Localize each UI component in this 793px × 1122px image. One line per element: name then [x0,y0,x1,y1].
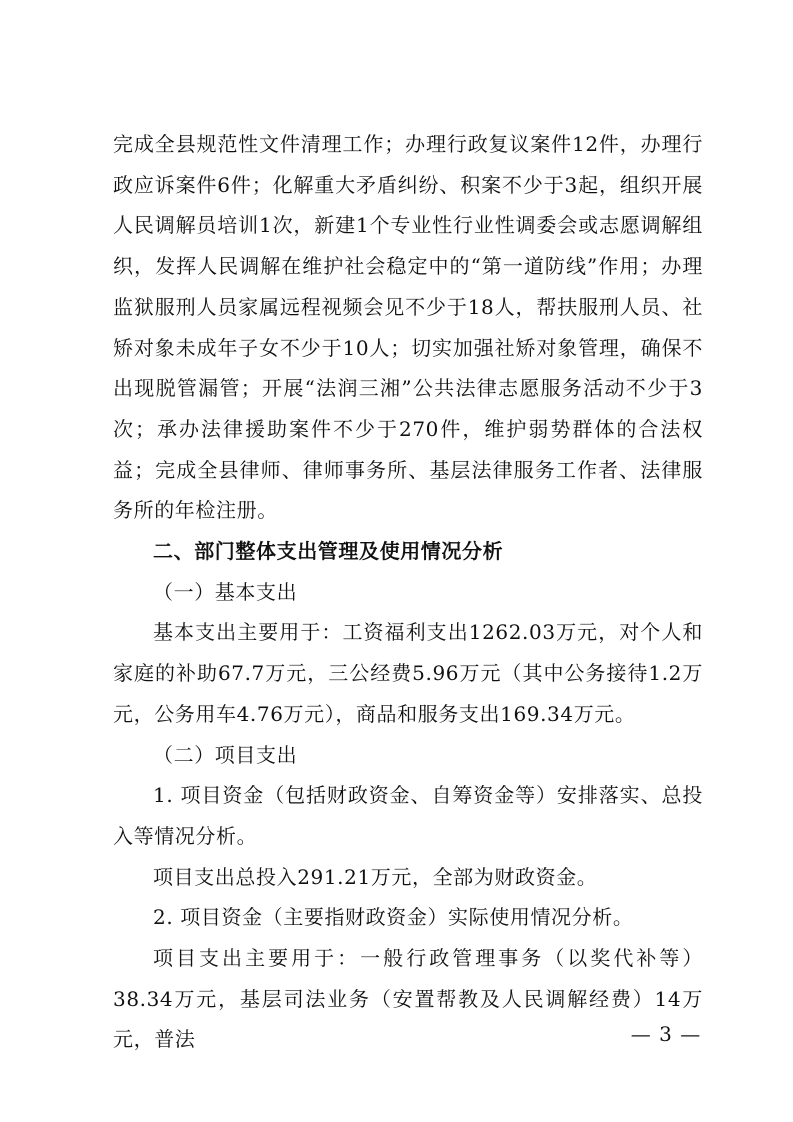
body-paragraph: 2. 项目资金（主要指财政资金）实际使用情况分析。 [153,905,634,930]
body-paragraph: 基本支出主要用于：工资福利支出1262.03万元，对个人和家庭的补助67.7万元，三公经费5.96万元（其中公务接待1.2万元，公务用车4.76万元），商品和服务支出169.34万元。 [113,620,703,726]
subsection-heading: （一）基本支出 [153,579,298,604]
page-number: — 3 — [630,1022,702,1046]
body-paragraph: 项目支出总投入291.21万元，全部为财政资金。 [153,864,598,889]
section-heading: 二、部门整体支出管理及使用情况分析 [153,539,504,564]
body-paragraph: 项目支出主要用于：一般行政管理事务（以奖代补等）38.34万元，基层司法业务（安置帮教及人民调解经费）14万元，普法 [113,946,703,1052]
document-body [113,124,703,1060]
body-paragraph: 完成全县规范性文件清理工作；办理行政复议案件12件，办理行政应诉案件6件；化解重大矛盾纠纷、积案不少于3起，组织开展人民调解员培训1次，新建1个专业性行业性调委会或志愿调解组织，发挥人民调解在维护社会稳定中的“第一道防线”作用；办理监狱服刑人员家属远程视频会见不少于18人，帮扶服刑人员、社矫对象未成年子女不少于10人；切实加强社矫对象管理，确保不出现脱管漏管；开展“法润三湘”公共法律志愿服务活动不少于3次；承办法律援助案件不少于270件，维护弱势群体的合法权益；完成全县律师、律师事务所、基层法律服务工作者、法律服务所的年检注册。 [113,132,703,523]
subsection-heading: （二）项目支出 [153,742,298,767]
body-paragraph: 1. 项目资金（包括财政资金、自筹资金等）安排落实、总投入等情况分析。 [113,783,703,848]
